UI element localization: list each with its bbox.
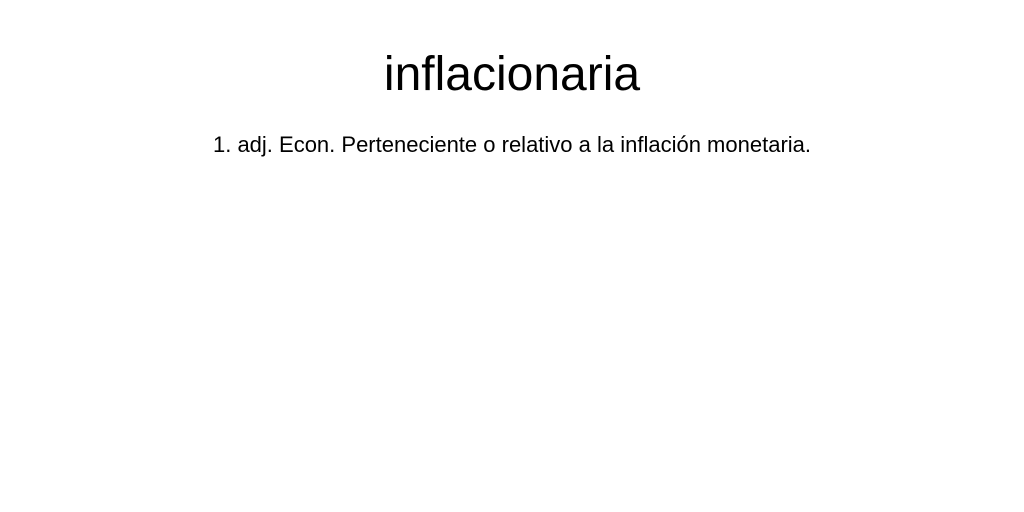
headword: inflacionaria (383, 48, 641, 101)
definition: 1. adj. Econ. Perteneciente o relativo a la inflación monetaria. (212, 132, 812, 157)
